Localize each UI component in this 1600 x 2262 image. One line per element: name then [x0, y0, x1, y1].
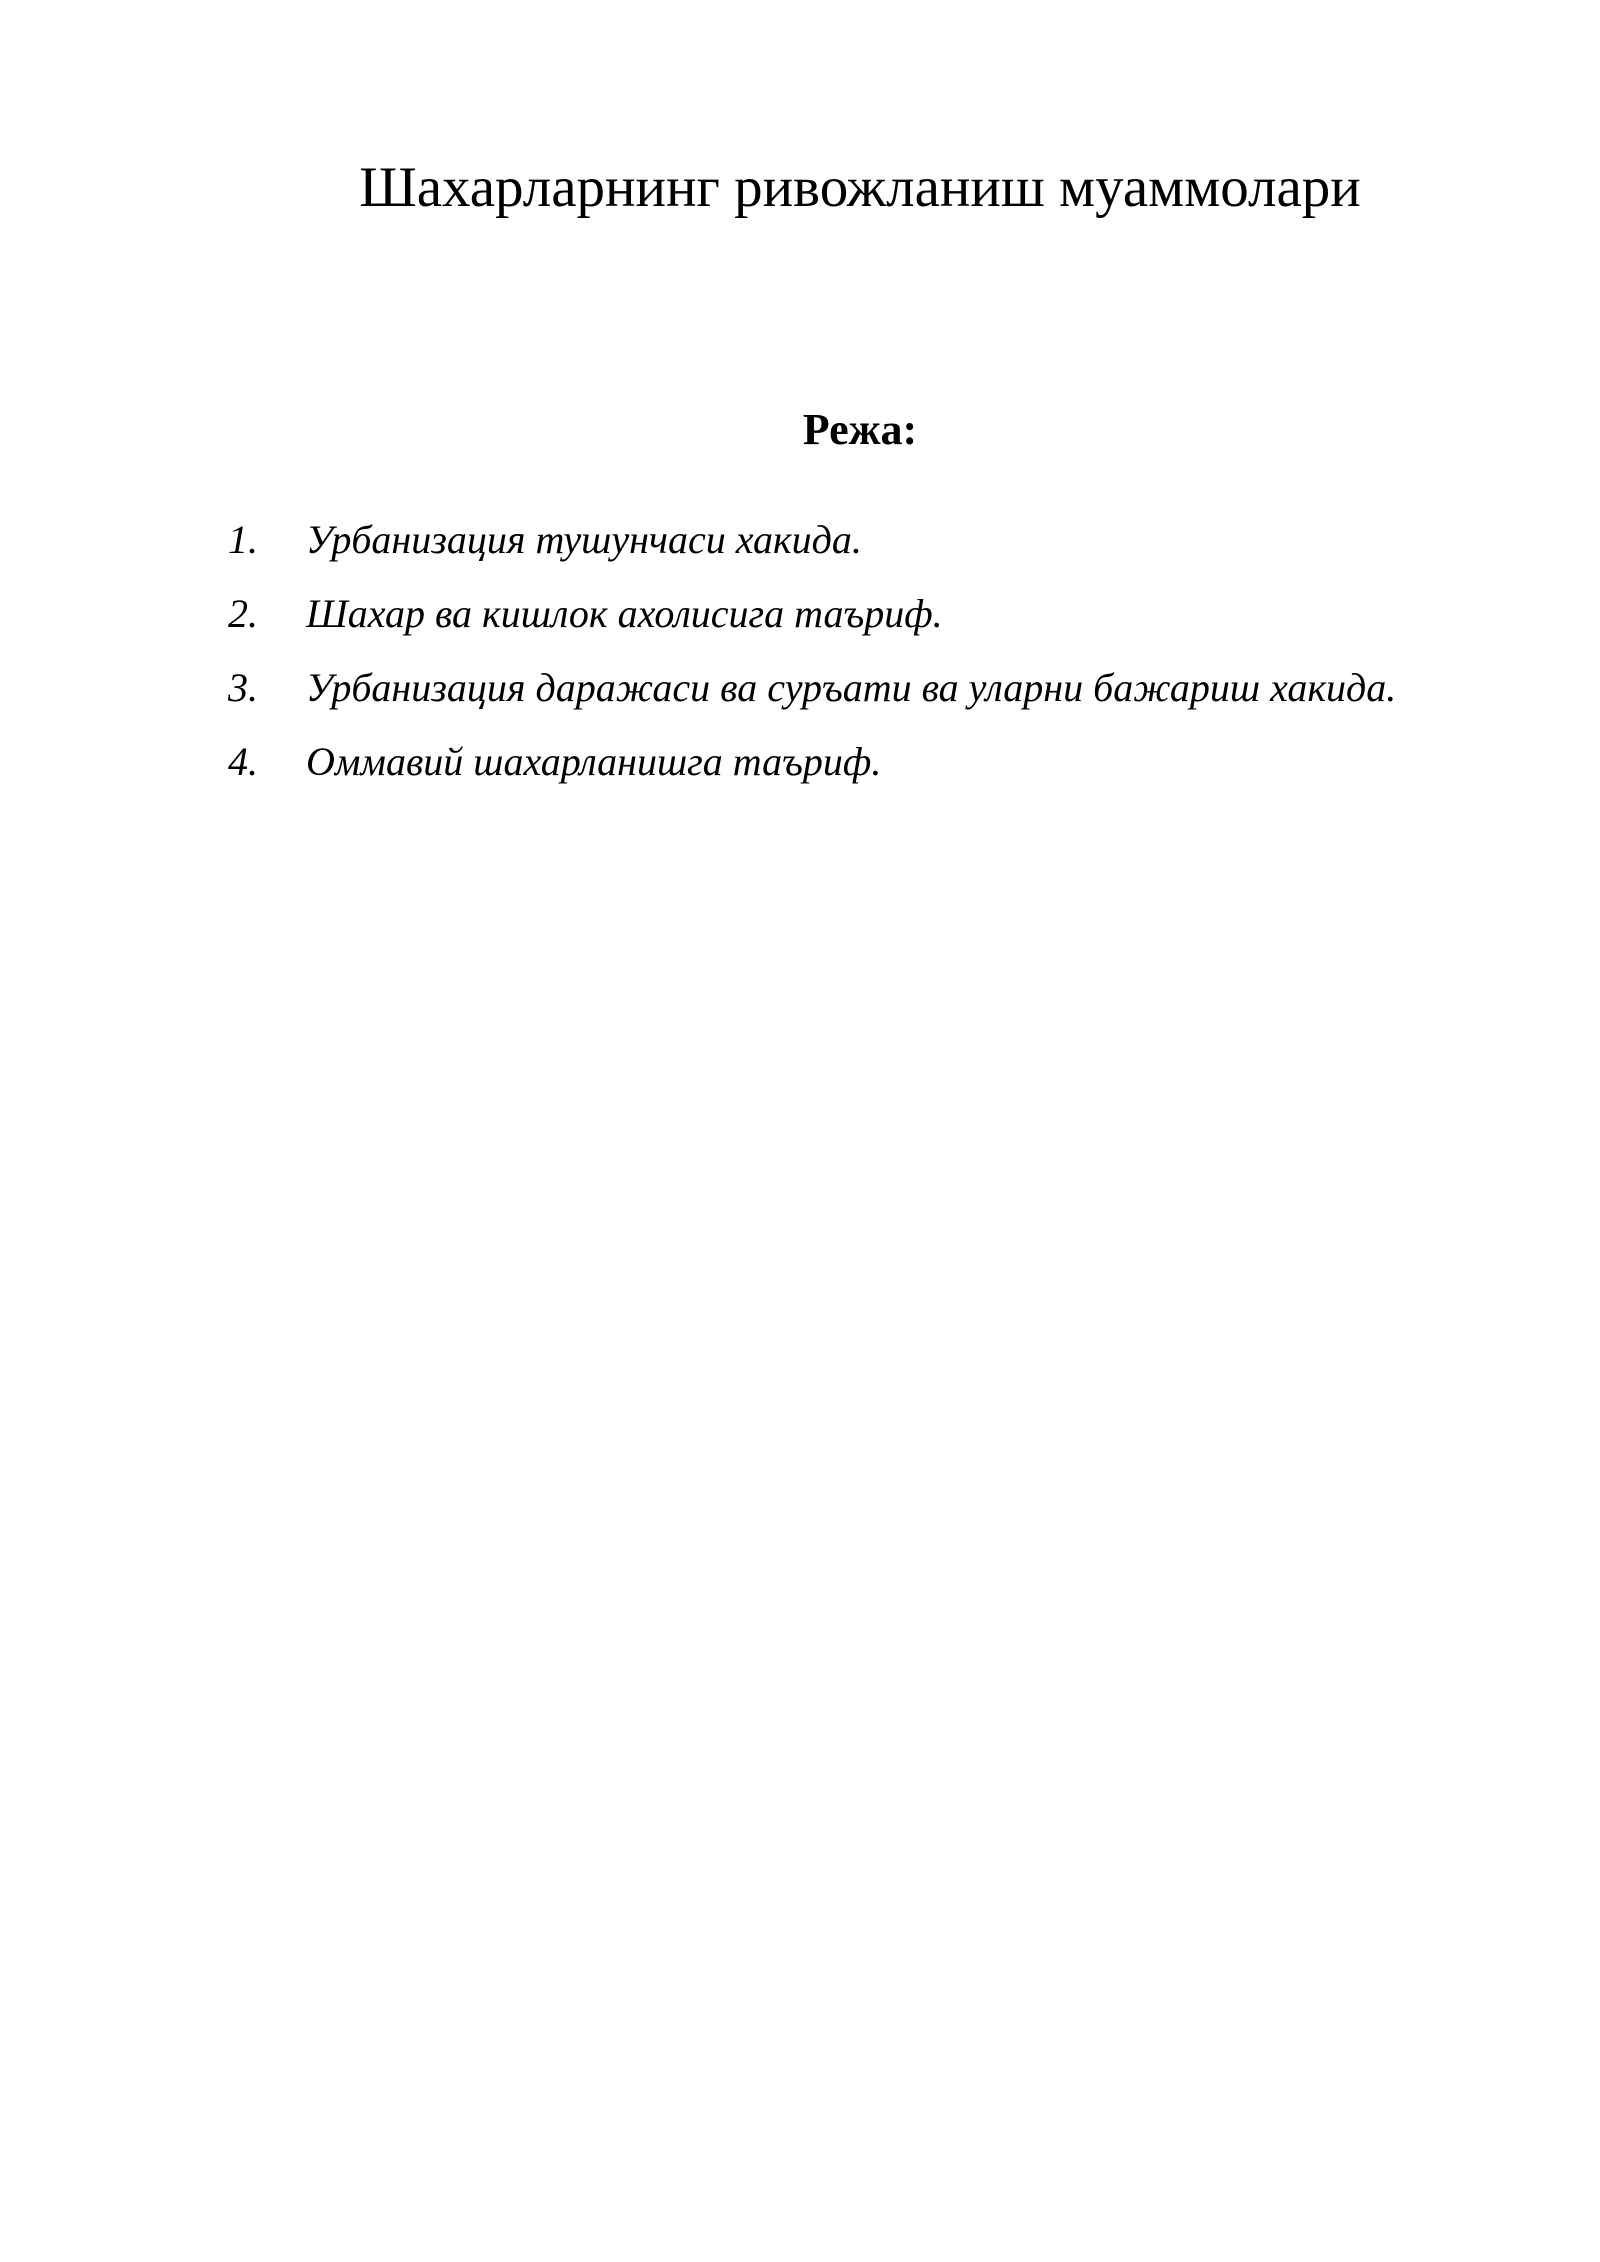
plan-item-text: Шахар ва кишлок ахолисига таъриф. — [306, 591, 943, 636]
plan-item-2 — [228, 584, 1396, 658]
plan-item-number: 2. — [228, 591, 258, 636]
plan-item-number: 3. — [228, 665, 258, 710]
plan-item-number: 4. — [228, 739, 258, 784]
plan-heading: Режа: — [802, 405, 918, 454]
plan-item-text: Оммавий шахарланишга таъриф. — [306, 739, 882, 784]
plan-item-4 — [228, 732, 1396, 806]
plan-item-1 — [228, 510, 1396, 584]
plan-item-number: 1. — [228, 517, 258, 562]
document-title: Шахарларнинг ривожланиш муаммолари — [359, 156, 1361, 219]
plan-list — [228, 510, 1396, 806]
plan-item-text: Урбанизация даражаси ва суръати ва уларни бажариш хакида. — [306, 665, 1397, 710]
plan-item-text: Урбанизация тушунчаси хакида. — [306, 517, 862, 562]
plan-item-3 — [228, 658, 1396, 732]
